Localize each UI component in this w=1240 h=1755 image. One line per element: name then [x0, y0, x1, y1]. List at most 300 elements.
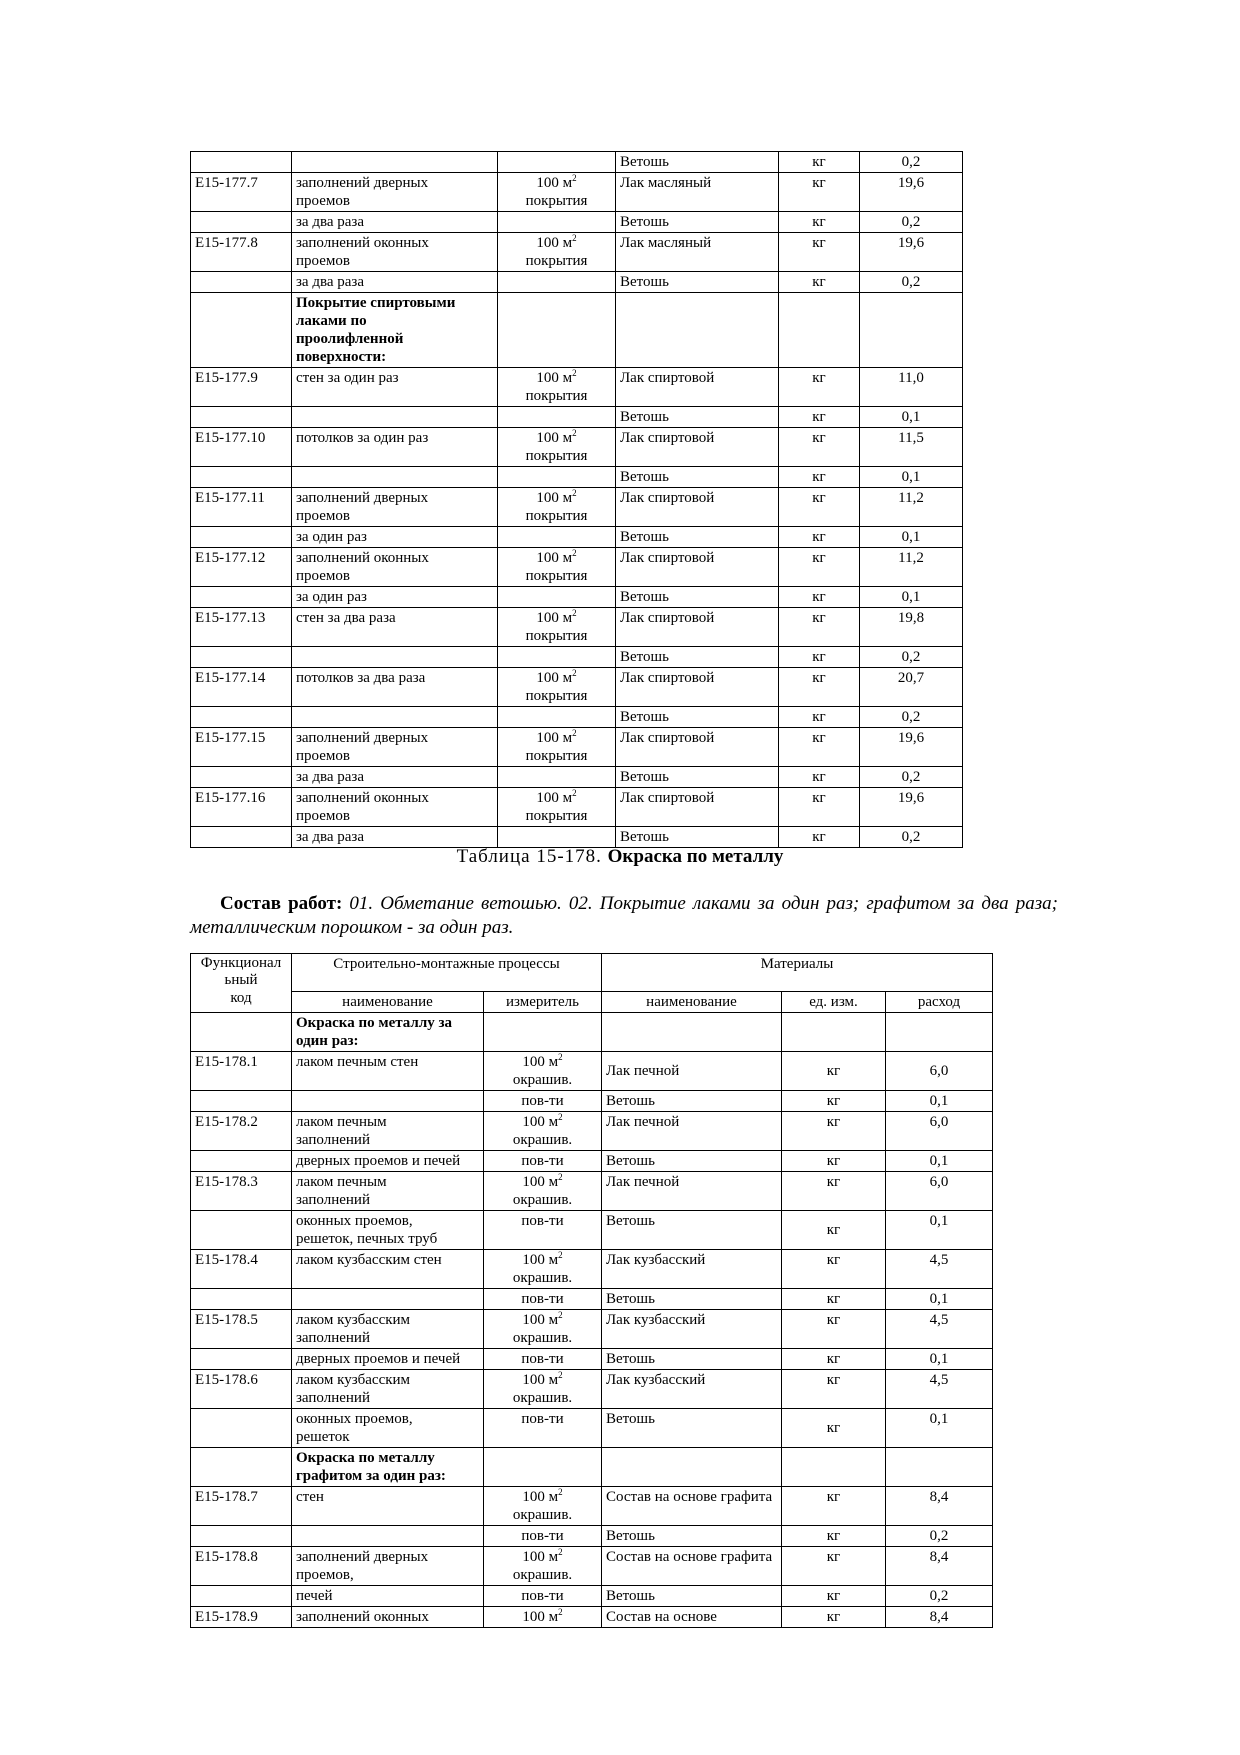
cell-line: заполнений дверных	[296, 175, 429, 191]
code-cell	[191, 827, 292, 848]
materials-table-15-177	[190, 151, 963, 848]
unit-line: окрашив.	[512, 1507, 573, 1523]
code-cell	[191, 272, 292, 293]
material-cell: Лак спиртовой	[616, 608, 779, 647]
material-unit-cell	[779, 293, 860, 368]
work-cell	[292, 173, 498, 212]
superscript: 2	[558, 1547, 563, 1557]
code-cell	[191, 1211, 292, 1250]
code-cell	[191, 1013, 292, 1052]
cell-line: стен за два раза	[296, 610, 396, 626]
table-row	[191, 548, 963, 587]
work-cell	[292, 1250, 484, 1289]
material-cell: Лак печной	[602, 1052, 782, 1091]
code-cell	[191, 647, 292, 668]
material-unit-cell: кг	[779, 608, 860, 647]
unit-cell	[498, 272, 616, 293]
table-row	[191, 608, 963, 647]
table-row	[191, 368, 963, 407]
unit-line: окрашив.	[512, 1270, 573, 1286]
unit-line: 100 $м^2$	[536, 233, 577, 251]
unit-line: 100 $м^2$	[536, 368, 577, 386]
material-cell: Лак масляный	[616, 173, 779, 212]
material-cell: Ветошь	[616, 827, 779, 848]
table-row	[191, 587, 963, 608]
unit-cell	[498, 293, 616, 368]
table-row	[191, 647, 963, 668]
code-cell: E15-178.2	[191, 1112, 292, 1151]
header-unit: ед. изм.	[782, 992, 886, 1013]
cell-line: проемов	[296, 568, 350, 584]
material-unit-cell: кг	[779, 488, 860, 527]
table-row	[191, 707, 963, 728]
cell-line: заполнений	[296, 1192, 370, 1208]
material-cell: Ветошь	[602, 1586, 782, 1607]
work-cell	[292, 587, 498, 608]
cell-line: проемов	[296, 748, 350, 764]
unit-line: покрытия	[525, 193, 588, 209]
table-row	[191, 173, 963, 212]
code-cell: E15-177.9	[191, 368, 292, 407]
code-cell: E15-178.6	[191, 1370, 292, 1409]
table-row	[191, 767, 963, 788]
work-cell	[292, 1487, 484, 1526]
composition-text: 01. Обметание ветошью. 02. Покрытие лаками за один раз; графитом за два раза; металлическим порошком - за один раз.	[190, 893, 1058, 938]
consumption-cell: 19,6	[860, 728, 963, 767]
code-cell: E15-177.12	[191, 548, 292, 587]
material-unit-cell	[782, 1013, 886, 1052]
table-row	[191, 488, 963, 527]
cell-line: дверных проемов и печей	[296, 1153, 461, 1169]
unit-cell	[484, 1052, 602, 1091]
material-unit-cell: кг	[782, 1349, 886, 1370]
table-row	[191, 467, 963, 488]
material-cell: Ветошь	[616, 212, 779, 233]
material-cell: Лак кузбасский	[602, 1250, 782, 1289]
consumption-cell: 0,2	[886, 1526, 993, 1547]
material-unit-cell: кг	[779, 152, 860, 173]
table-row	[191, 1370, 993, 1409]
work-cell	[292, 1172, 484, 1211]
material-cell: Ветошь	[602, 1091, 782, 1112]
unit-line: 100 $м^2$	[536, 488, 577, 506]
consumption-cell: 0,2	[860, 152, 963, 173]
code-cell: E15-178.1	[191, 1052, 292, 1091]
consumption-cell: 19,6	[860, 788, 963, 827]
code-cell	[191, 1409, 292, 1448]
material-unit-cell: кг	[779, 668, 860, 707]
material-cell: Лак спиртовой	[616, 728, 779, 767]
unit-line: покрытия	[525, 568, 588, 584]
code-cell: E15-177.14	[191, 668, 292, 707]
code-cell: E15-178.3	[191, 1172, 292, 1211]
material-cell: Ветошь	[616, 707, 779, 728]
consumption-cell: 4,5	[886, 1310, 993, 1349]
work-cell	[292, 1112, 484, 1151]
work-cell	[292, 152, 498, 173]
unit-cell	[484, 1487, 602, 1526]
unit-line: 100 $м^2$	[522, 1370, 563, 1388]
header-meter: измеритель	[484, 992, 602, 1013]
header-consumption: расход	[886, 992, 993, 1013]
material-unit-cell: кг	[779, 767, 860, 788]
unit-line: 100 $м^2$	[536, 548, 577, 566]
material-unit-cell: кг	[779, 272, 860, 293]
cell-line: решеток	[296, 1429, 350, 1445]
unit-line: 100 $м^2$	[536, 173, 577, 191]
cell-line: за один раз	[296, 529, 367, 545]
material-unit-cell: кг	[782, 1112, 886, 1151]
table-row	[191, 668, 963, 707]
unit-cell	[498, 728, 616, 767]
material-cell: Ветошь	[602, 1211, 782, 1250]
superscript: 2	[558, 1310, 563, 1320]
unit-cell	[484, 1409, 602, 1448]
work-cell	[292, 1349, 484, 1370]
material-unit-cell: кг	[779, 173, 860, 212]
consumption-cell	[860, 293, 963, 368]
table-row	[191, 272, 963, 293]
consumption-cell: 0,1	[860, 407, 963, 428]
table-row	[191, 1250, 993, 1289]
work-cell	[292, 1448, 484, 1487]
unit-cell	[484, 1112, 602, 1151]
table-row	[191, 1172, 993, 1211]
material-unit-cell: кг	[779, 548, 860, 587]
unit-line: 100 $м^2$	[522, 1547, 563, 1565]
unit-line: пов-ти	[521, 1588, 564, 1604]
work-cell	[292, 1526, 484, 1547]
code-cell	[191, 767, 292, 788]
cell-line: Окраска по металлу	[296, 1450, 435, 1466]
unit-line: пов-ти	[521, 1291, 564, 1307]
code-cell: E15-177.11	[191, 488, 292, 527]
consumption-cell: 8,4	[886, 1607, 993, 1628]
unit-cell	[498, 152, 616, 173]
work-cell	[292, 788, 498, 827]
cell-line: лаком кузбасским	[296, 1312, 411, 1328]
unit-cell	[498, 668, 616, 707]
unit-cell	[484, 1289, 602, 1310]
consumption-cell: 11,2	[860, 548, 963, 587]
consumption-cell: 6,0	[886, 1112, 993, 1151]
code-cell: E15-177.15	[191, 728, 292, 767]
material-cell: Ветошь	[602, 1526, 782, 1547]
header-materials: Материалы	[602, 954, 993, 992]
material-unit-cell: кг	[782, 1409, 886, 1448]
work-cell	[292, 1547, 484, 1586]
unit-cell	[498, 827, 616, 848]
material-unit-cell: кг	[779, 233, 860, 272]
table-caption	[0, 846, 1240, 868]
table-row	[191, 1526, 993, 1547]
material-cell	[616, 293, 779, 368]
material-unit-cell: кг	[779, 707, 860, 728]
table-row	[191, 527, 963, 548]
unit-cell	[484, 1172, 602, 1211]
cell-line: поверхности:	[296, 349, 387, 365]
superscript: 2	[558, 1172, 563, 1182]
header-processes: Строительно-монтажные процессы	[292, 954, 602, 992]
cell-line: решеток, печных труб	[296, 1231, 438, 1247]
consumption-cell: 0,1	[860, 527, 963, 548]
table-15-177-body	[191, 152, 963, 848]
consumption-cell: 6,0	[886, 1052, 993, 1091]
code-cell	[191, 152, 292, 173]
consumption-cell: 0,1	[886, 1091, 993, 1112]
work-cell	[292, 707, 498, 728]
cell-line: заполнений оконных	[296, 235, 429, 251]
unit-line: окрашив.	[512, 1390, 573, 1406]
consumption-cell: 11,0	[860, 368, 963, 407]
material-unit-cell: кг	[782, 1586, 886, 1607]
cell-line: заполнений оконных	[296, 550, 429, 566]
code-cell: E15-178.7	[191, 1487, 292, 1526]
material-cell: Ветошь	[616, 767, 779, 788]
cell-line: проемов	[296, 193, 350, 209]
unit-cell	[498, 233, 616, 272]
unit-line: покрытия	[525, 688, 588, 704]
unit-cell	[498, 548, 616, 587]
unit-line: 100 $м^2$	[522, 1607, 563, 1625]
work-cell	[292, 272, 498, 293]
unit-cell	[484, 1310, 602, 1349]
work-cell	[292, 527, 498, 548]
work-cell	[292, 1091, 484, 1112]
code-cell: E15-178.8	[191, 1547, 292, 1586]
table-row	[191, 293, 963, 368]
code-cell	[191, 407, 292, 428]
material-cell: Лак спиртовой	[616, 488, 779, 527]
work-cell	[292, 548, 498, 587]
unit-cell	[484, 1349, 602, 1370]
consumption-cell: 6,0	[886, 1172, 993, 1211]
code-cell	[191, 1289, 292, 1310]
code-cell	[191, 293, 292, 368]
material-cell: Ветошь	[602, 1289, 782, 1310]
unit-line: пов-ти	[521, 1153, 564, 1169]
unit-line: 100 $м^2$	[522, 1487, 563, 1505]
material-unit-cell: кг	[782, 1370, 886, 1409]
table-row	[191, 1289, 993, 1310]
superscript: 2	[558, 1487, 563, 1497]
work-cell	[292, 728, 498, 767]
unit-line: 100 $м^2$	[522, 1052, 563, 1070]
material-cell: Ветошь	[616, 587, 779, 608]
consumption-cell: 0,1	[860, 587, 963, 608]
work-cell	[292, 647, 498, 668]
unit-line: 100 $м^2$	[522, 1112, 563, 1130]
cell-line: лаками по	[296, 313, 367, 329]
cell-line: за два раза	[296, 274, 364, 290]
material-cell: Ветошь	[602, 1349, 782, 1370]
cell-line: за один раз	[296, 589, 367, 605]
material-unit-cell: кг	[782, 1310, 886, 1349]
consumption-cell	[886, 1448, 993, 1487]
consumption-cell: 19,6	[860, 173, 963, 212]
cell-line: дверных проемов и печей	[296, 1351, 461, 1367]
material-cell: Лак печной	[602, 1112, 782, 1151]
code-cell	[191, 467, 292, 488]
unit-cell	[484, 1526, 602, 1547]
superscript: 2	[558, 1370, 563, 1380]
work-cell	[292, 1211, 484, 1250]
unit-cell	[484, 1370, 602, 1409]
work-cell	[292, 1310, 484, 1349]
material-unit-cell: кг	[782, 1289, 886, 1310]
cell-line: заполнений оконных	[296, 1609, 429, 1625]
cell-line: заполнений	[296, 1390, 370, 1406]
unit-line: окрашив.	[512, 1330, 573, 1346]
code-cell: E15-178.5	[191, 1310, 292, 1349]
consumption-cell: 0,2	[860, 647, 963, 668]
material-cell: Лак спиртовой	[616, 668, 779, 707]
header-work-name: наименование	[292, 992, 484, 1013]
code-cell: E15-177.8	[191, 233, 292, 272]
unit-cell	[484, 1091, 602, 1112]
work-cell	[292, 1586, 484, 1607]
unit-line: 100 $м^2$	[522, 1250, 563, 1268]
header-material-name: наименование	[602, 992, 782, 1013]
unit-cell	[484, 1607, 602, 1628]
material-unit-cell: кг	[779, 788, 860, 827]
unit-line: пов-ти	[521, 1351, 564, 1367]
material-cell: Лак кузбасский	[602, 1370, 782, 1409]
superscript: 2	[558, 1112, 563, 1122]
material-unit-cell: кг	[782, 1547, 886, 1586]
table-row	[191, 1052, 993, 1091]
material-unit-cell: кг	[779, 728, 860, 767]
table-row	[191, 1091, 993, 1112]
unit-cell	[498, 707, 616, 728]
work-cell	[292, 467, 498, 488]
code-cell: E15-177.10	[191, 428, 292, 467]
material-cell	[602, 1448, 782, 1487]
consumption-cell: 4,5	[886, 1370, 993, 1409]
code-cell	[191, 1526, 292, 1547]
material-unit-cell: кг	[782, 1250, 886, 1289]
table-row	[191, 1310, 993, 1349]
table-row	[191, 1607, 993, 1628]
superscript: 2	[572, 788, 577, 798]
cell-line: лаком печным стен	[296, 1054, 419, 1070]
unit-line: пов-ти	[521, 1411, 564, 1427]
cell-line: Окраска по металлу за	[296, 1015, 453, 1031]
consumption-cell: 19,8	[860, 608, 963, 647]
unit-cell	[484, 1151, 602, 1172]
material-unit-cell: кг	[779, 527, 860, 548]
unit-line: пов-ти	[521, 1093, 564, 1109]
work-cell	[292, 233, 498, 272]
unit-line: 100 $м^2$	[522, 1172, 563, 1190]
code-cell	[191, 212, 292, 233]
consumption-cell: 0,2	[860, 272, 963, 293]
table-row	[191, 788, 963, 827]
material-cell: Состав на основе графита	[602, 1487, 782, 1526]
code-cell	[191, 1586, 292, 1607]
code-cell	[191, 1448, 292, 1487]
consumption-cell: 20,7	[860, 668, 963, 707]
unit-line: окрашив.	[512, 1132, 573, 1148]
table-row	[191, 428, 963, 467]
superscript: 2	[558, 1250, 563, 1260]
unit-line: 100 $м^2$	[536, 728, 577, 746]
consumption-cell: 4,5	[886, 1250, 993, 1289]
cell-line: проолифленной	[296, 331, 404, 347]
unit-cell	[498, 587, 616, 608]
unit-cell	[498, 212, 616, 233]
cell-line: заполнений оконных	[296, 790, 429, 806]
unit-line: покрытия	[525, 253, 588, 269]
cell-line: проемов	[296, 808, 350, 824]
cell-line: лаком печным	[296, 1174, 387, 1190]
consumption-cell: 19,6	[860, 233, 963, 272]
material-cell: Ветошь	[616, 152, 779, 173]
superscript: 2	[572, 173, 577, 183]
consumption-cell: 8,4	[886, 1547, 993, 1586]
table-row	[191, 728, 963, 767]
material-cell: Состав на основе графита	[602, 1547, 782, 1586]
cell-line: лаком печным	[296, 1114, 387, 1130]
consumption-cell: 0,2	[886, 1586, 993, 1607]
unit-cell	[498, 368, 616, 407]
material-unit-cell: кг	[779, 212, 860, 233]
cell-line: потолков за два раза	[296, 670, 426, 686]
material-cell: Лак спиртовой	[616, 428, 779, 467]
work-cell	[292, 1052, 484, 1091]
unit-line: 100 $м^2$	[536, 608, 577, 626]
material-unit-cell: кг	[782, 1211, 886, 1250]
material-unit-cell: кг	[779, 428, 860, 467]
material-cell: Ветошь	[616, 647, 779, 668]
cell-line: печей	[296, 1588, 333, 1604]
table-row	[191, 1151, 993, 1172]
table-row	[191, 1013, 993, 1052]
cell-line: заполнений	[296, 1330, 370, 1346]
material-unit-cell: кг	[779, 647, 860, 668]
material-cell: Лак кузбасский	[602, 1310, 782, 1349]
unit-line: покрытия	[525, 628, 588, 644]
cell-line: оконных проемов,	[296, 1411, 413, 1427]
cell-line: заполнений	[296, 1132, 370, 1148]
consumption-cell: 0,2	[860, 767, 963, 788]
cell-line: проемов	[296, 508, 350, 524]
work-cell	[292, 368, 498, 407]
consumption-cell: 11,5	[860, 428, 963, 467]
table-row	[191, 1409, 993, 1448]
unit-cell	[498, 647, 616, 668]
unit-line: 100 $м^2$	[522, 1310, 563, 1328]
cell-line: за два раза	[296, 769, 364, 785]
unit-cell	[498, 173, 616, 212]
cell-line: стен	[296, 1489, 324, 1505]
table-row	[191, 1211, 993, 1250]
material-cell: Лак печной	[602, 1172, 782, 1211]
superscript: 2	[572, 608, 577, 618]
cell-line: проемов,	[296, 1567, 354, 1583]
code-cell	[191, 1349, 292, 1370]
code-cell	[191, 527, 292, 548]
work-cell	[292, 1289, 484, 1310]
work-cell	[292, 608, 498, 647]
superscript: 2	[572, 428, 577, 438]
material-unit-cell	[782, 1448, 886, 1487]
unit-line: пов-ти	[521, 1213, 564, 1229]
material-unit-cell: кг	[779, 407, 860, 428]
cell-line: за два раза	[296, 829, 364, 845]
cell-line: лаком кузбасским стен	[296, 1252, 442, 1268]
work-cell	[292, 767, 498, 788]
